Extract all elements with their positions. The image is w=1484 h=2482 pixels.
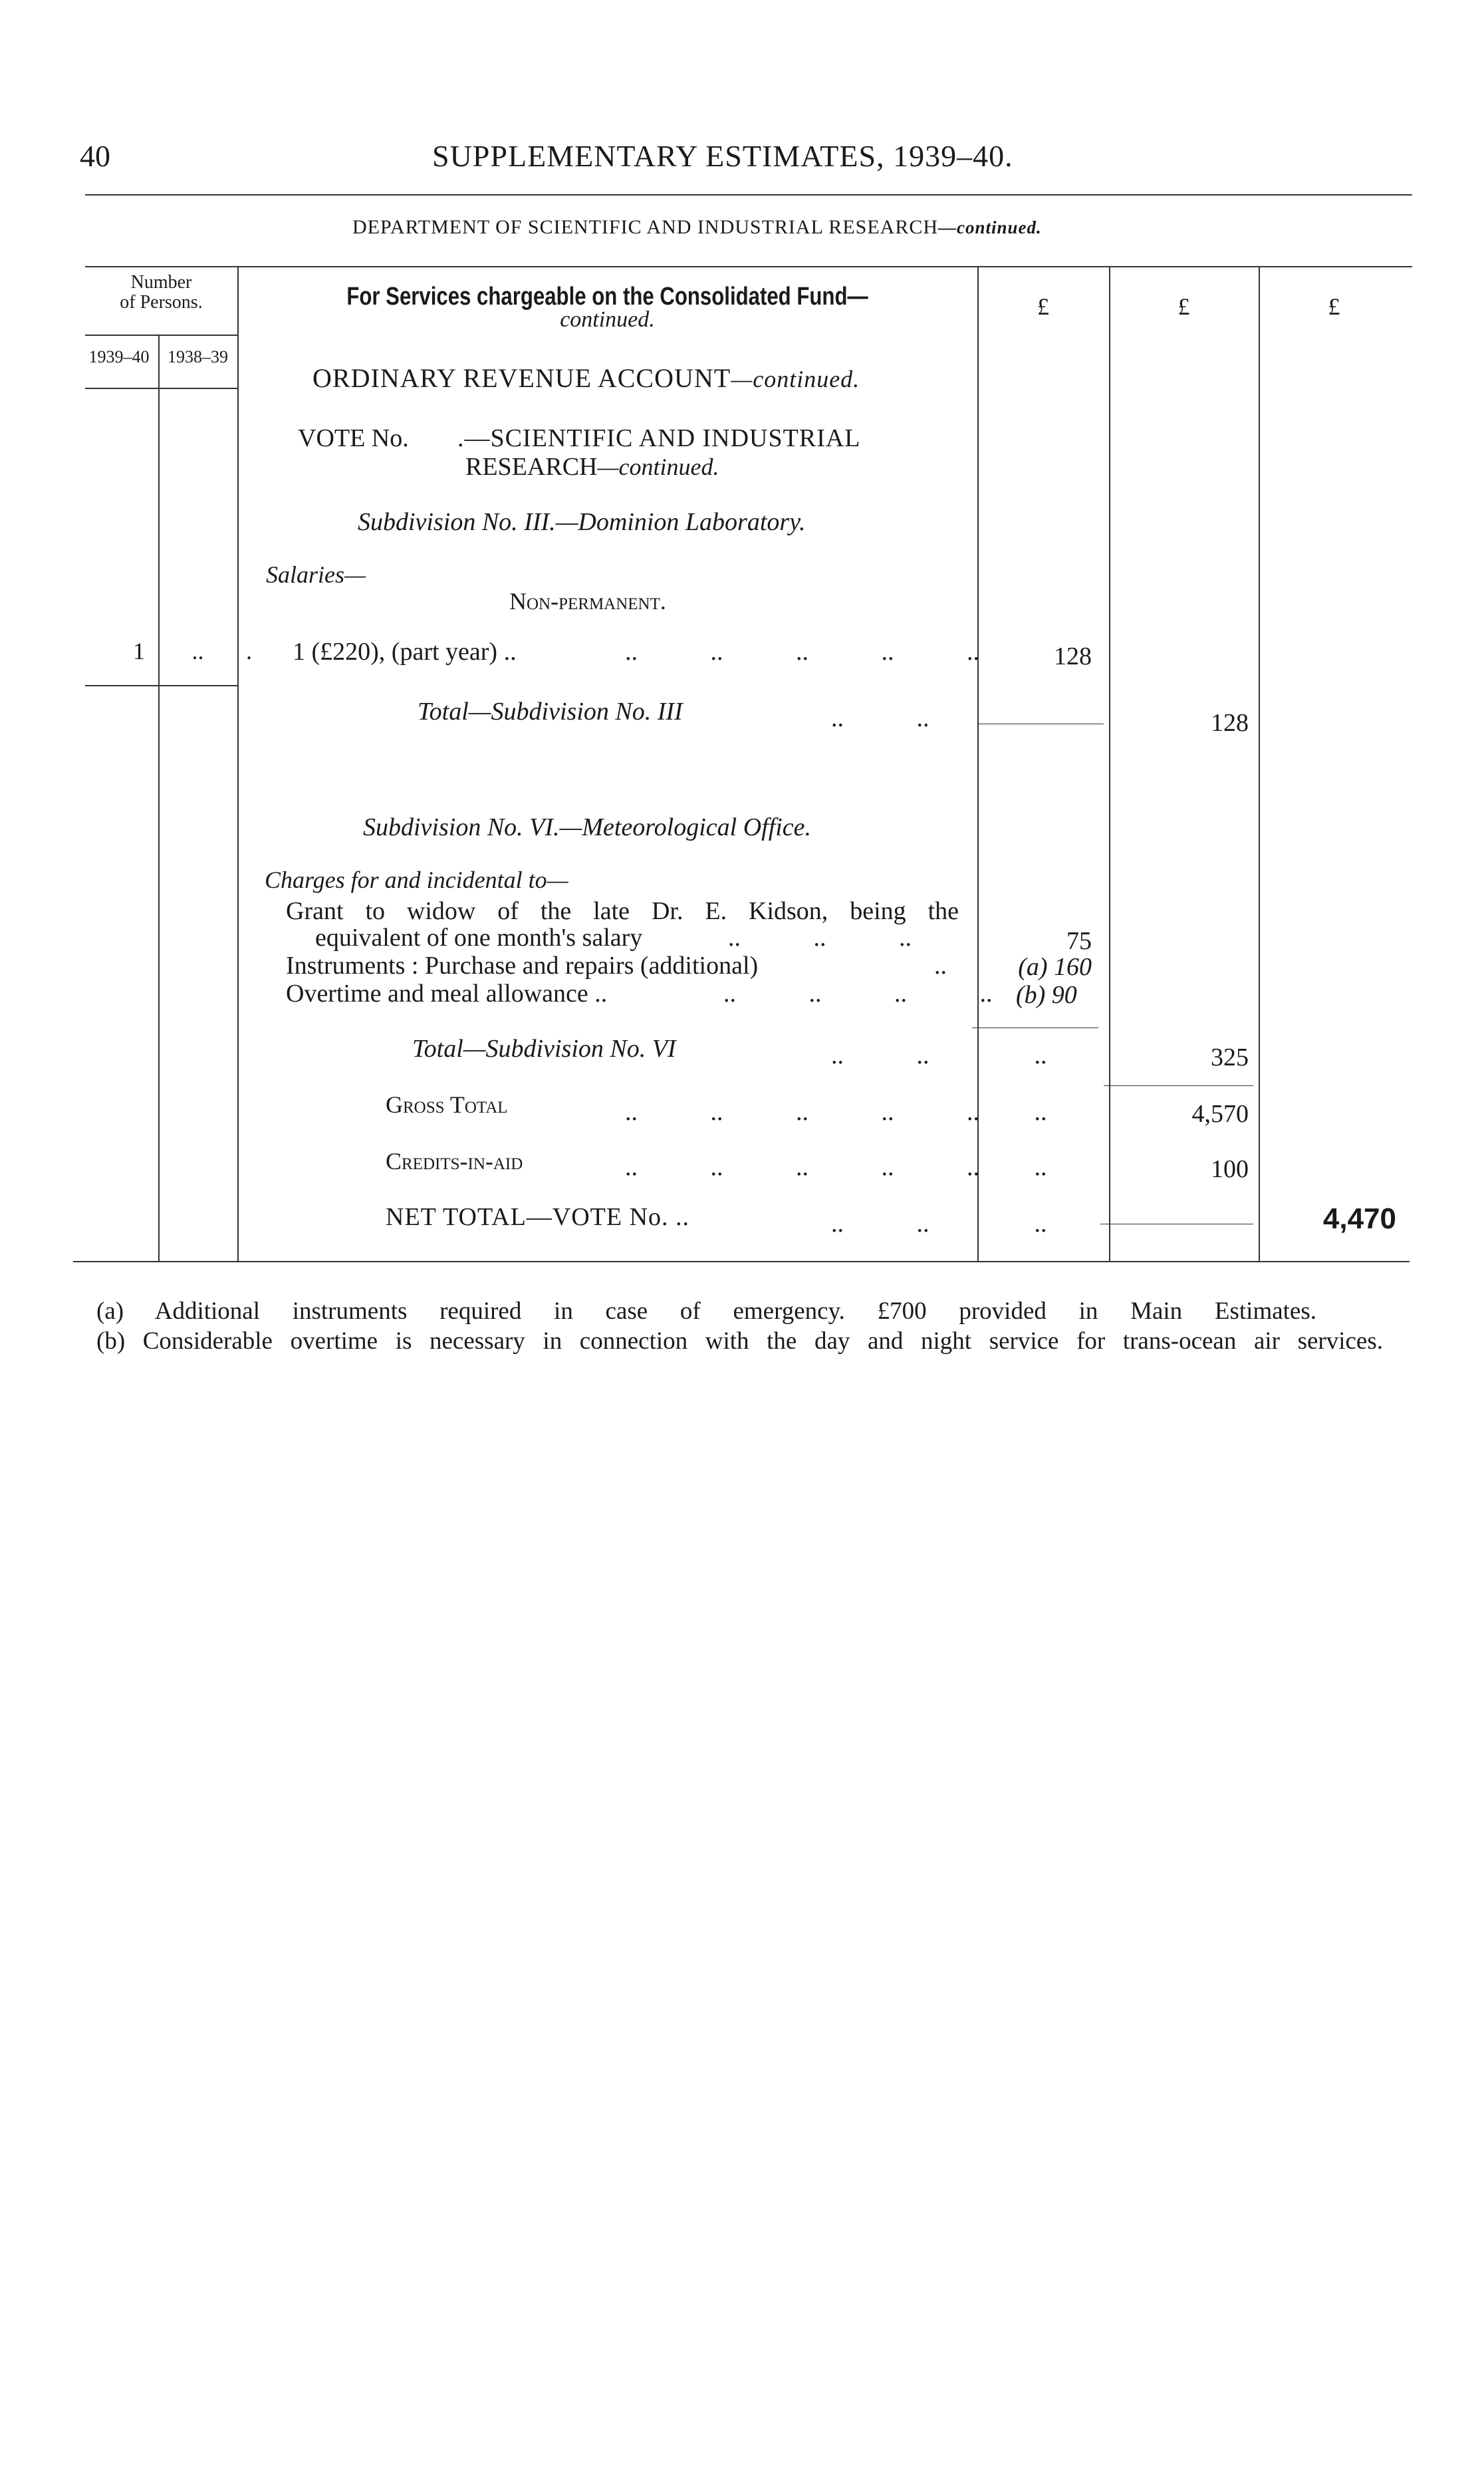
persons-right-border bbox=[237, 266, 239, 1261]
net-total-dots: .. bbox=[1034, 1210, 1047, 1238]
credits-in-aid-dots: .. bbox=[1034, 1153, 1047, 1181]
net-total-value: 4,470 bbox=[1322, 1202, 1396, 1235]
year-1938-header: 1938–39 bbox=[168, 347, 228, 366]
header-rule bbox=[85, 194, 1412, 196]
row1-amount: 128 bbox=[1054, 642, 1092, 670]
non-permanent-heading: Non-permanent. bbox=[509, 588, 666, 615]
pound-col1: £ bbox=[1037, 293, 1049, 320]
net-total-leader-dots: .. .. bbox=[831, 1210, 929, 1238]
vote-suffix: —continued. bbox=[597, 454, 719, 480]
footnote-b: (b) Considerable overtime is necessary in connection with the day and night service for trans-ocean air services. bbox=[96, 1327, 1383, 1355]
years-header-rule bbox=[85, 388, 237, 389]
gross-total-rule bbox=[1104, 1085, 1253, 1086]
grant-leader-dots: .. .. .. bbox=[728, 924, 912, 952]
services-continued: continued. bbox=[560, 307, 655, 332]
charges-heading: Charges for and incidental to— bbox=[265, 867, 568, 893]
vote-title-2 bbox=[465, 452, 719, 482]
persons-header-line2: of Persons. bbox=[120, 292, 203, 313]
vote-title: .—SCIENTIFIC AND INDUSTRIAL bbox=[457, 424, 861, 452]
grant-amount: 75 bbox=[1066, 927, 1092, 955]
overtime-description: Overtime and meal allowance .. bbox=[286, 980, 608, 1008]
vote-label: VOTE No. bbox=[298, 424, 409, 452]
instruments-description: Instruments : Purchase and repairs (additional) bbox=[286, 952, 759, 980]
persons-header-rule bbox=[85, 335, 237, 336]
net-total-label: NET TOTAL—VOTE No. .. bbox=[386, 1203, 690, 1231]
persons-header-line1: Number bbox=[130, 272, 192, 293]
instruments-amount: (a) 160 bbox=[1018, 953, 1092, 981]
department-suffix: —continued. bbox=[938, 217, 1042, 237]
account-main: ORDINARY REVENUE ACCOUNT bbox=[312, 363, 731, 393]
services-header bbox=[237, 283, 977, 333]
services-title: For Services chargeable on the Consolidated Fund— bbox=[346, 283, 868, 311]
running-title: SUPPLEMENTARY ESTIMATES, 1939–40. bbox=[432, 139, 1013, 173]
subdivision-6-total-dots: .. bbox=[1034, 1041, 1047, 1069]
row1-description: 1 (£220), (part year) .. bbox=[293, 638, 517, 666]
overtime-amount: (b) 90 bbox=[1016, 981, 1077, 1009]
footnote-a: (a) Additional instruments required in case of emergency. £700 provided in Main Estimates. bbox=[96, 1298, 1316, 1325]
persons-header bbox=[85, 273, 237, 313]
vote-research: RESEARCH bbox=[465, 453, 598, 481]
grant-line-2: equivalent of one month's salary bbox=[315, 924, 643, 952]
salaries-heading: Salaries— bbox=[266, 561, 366, 588]
page-number: 40 bbox=[80, 139, 110, 173]
subdivision-3-total-label: Total—Subdivision No. III bbox=[418, 698, 683, 726]
grant-line-1: Grant to widow of the late Dr. E. Kidson, being the bbox=[286, 897, 959, 925]
row1-mark: . bbox=[246, 638, 252, 664]
overtime-leader-dots: .. .. .. .. bbox=[723, 980, 993, 1008]
subdivision-3-total-dots: .. .. bbox=[831, 704, 929, 732]
credits-in-aid-value: 100 bbox=[1211, 1155, 1249, 1183]
row1-persons-rule bbox=[85, 685, 237, 686]
credits-in-aid-label: Credits-in-aid bbox=[386, 1148, 523, 1174]
table-top-rule bbox=[85, 266, 1412, 267]
account-heading bbox=[312, 362, 860, 394]
year-1939-header: 1939–40 bbox=[88, 347, 150, 366]
row1-persons-1939: 1 bbox=[133, 638, 145, 664]
table-bottom-rule bbox=[73, 1261, 1410, 1262]
department-name: DEPARTMENT OF SCIENTIFIC AND INDUSTRIAL RESEARCH bbox=[352, 216, 938, 238]
credits-leader-dots: .. .. .. .. .. bbox=[625, 1153, 979, 1181]
instruments-leader-dots: .. bbox=[934, 952, 947, 980]
pound-col3: £ bbox=[1328, 293, 1340, 320]
gross-total-label: Gross Total bbox=[386, 1091, 508, 1118]
subdivision-3-heading: Subdivision No. III.—Dominion Laboratory. bbox=[358, 508, 806, 536]
subdivision-6-heading: Subdivision No. VI.—Meteorological Office. bbox=[363, 813, 812, 841]
gross-total-dots: .. bbox=[1034, 1098, 1047, 1126]
pound-col2: £ bbox=[1177, 293, 1190, 320]
year-column-divider bbox=[158, 335, 160, 1261]
amount-col3-left bbox=[1259, 266, 1260, 1261]
gross-total-value: 4,570 bbox=[1191, 1100, 1249, 1128]
subdivision-6-total-leader-dots: .. .. bbox=[831, 1041, 929, 1069]
row1-leader-dots: .. .. .. .. .. bbox=[625, 638, 979, 666]
department-title bbox=[352, 216, 1042, 239]
account-suffix: —continued. bbox=[731, 366, 860, 392]
subdivision-3-total-value: 128 bbox=[1211, 709, 1249, 737]
subdivision-6-total-value: 325 bbox=[1211, 1043, 1249, 1071]
subdivision-6-total-label: Total—Subdivision No. VI bbox=[412, 1035, 676, 1063]
gross-total-leader-dots: .. .. .. .. .. bbox=[625, 1098, 979, 1126]
row1-persons-1938: .. bbox=[191, 638, 204, 664]
